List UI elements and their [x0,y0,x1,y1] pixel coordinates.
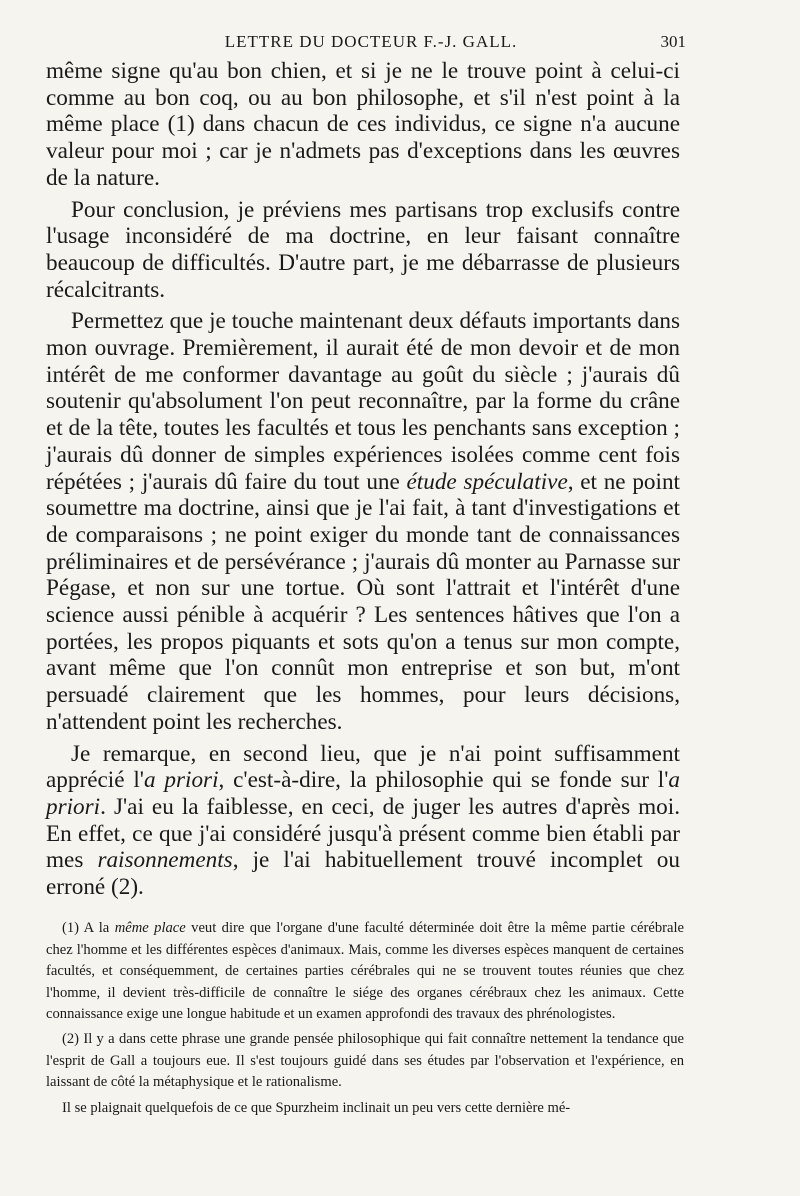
page-header [0,28,800,58]
paragraph-4 [46,741,680,901]
paragraph-3-text-b: , et ne point soumettre ma doctrine, ainsi que je l'ai fait, à tant d'investigations et de comparaisons ; ne point exiger du monde tant de connaissances préliminaires et de persévérance ; j'aurais dû monter au Parnasse sur Pégase, et non sur une tortue. Où sont l'attrait et l'intérêt d'une science aussi pénible à acquérir ? Les sentences hâtives que l'on a portées, les propos piquants et sots qu'on a tenus sur mon compte, avant même que l'on connût mon entreprise et son but, m'ont persuadé clairement que les hommes, pour leurs décisions, n'attendent point les recherches. [46,468,680,735]
paragraph-2: Pour conclusion, je préviens mes partisans trop exclusifs contre l'usage inconsidéré de ma doctrine, en leur faisant connaître beaucoup de difficultés. D'autre part, je me débarrasse de plusieurs récalcitrants. [46,196,680,303]
main-text [46,58,680,901]
footnotes [46,918,684,1119]
paragraph-4-text-b: , c'est-à-dire, la philosophie qui se fonde sur l' [218,767,669,794]
paragraph-4-emphasis-a: a priori [143,767,219,794]
page-number: 301 [660,32,686,51]
paragraph-3-text-a: Permettez que je touche maintenant deux défauts importants dans mon ouvrage. Premièrement, il aurait été de mon devoir et de mon intérêt de me conformer davantage au goût du siècle ; j'aurais dû soutenir qu'absolument l'on peut reconnaître, par la forme du crâne et de la tête, toutes les facultés et tous les penchants sans exception ; j'aurais dû donner de simples expériences isolées comme cent fois répétées ; j'aurais dû faire du tout une [46,308,680,495]
paragraph-1: même signe qu'au bon chien, et si je ne le trouve point à celui-ci comme au bon coq, ou au bon philosophe, et s'il n'est point à la même place (1) dans chacun de ces individus, ce signe n'a aucune valeur pour moi ; car je n'admets pas d'exceptions dans les œuvres de la nature. [46,58,680,191]
paragraph-4-text-a: Je remarque, en second lieu, que je n'ai point suffisamment apprécié l' [46,740,680,794]
running-title: LETTRE DU DOCTEUR F.-J. GALL. [224,32,518,51]
footnote-2-continuation: Il se plaignait quelquefois de ce que Spurzheim inclinait un peu vers cette dernière mé- [62,1099,571,1116]
footnote-1-text-a: (1) A la [62,920,115,936]
footnote-1-emphasis: même place [114,920,186,936]
paragraph-3 [46,308,680,735]
footnote-2: (2) Il y a dans cette phrase une grande pensée philosophique qui fait connaître nettement la tendance que l'esprit de Gall a toujours eue. Il s'est toujours guidé dans ses études par l'observation et l'expérience, en laissant de côté la métaphysique et le rationalisme. [46,1030,684,1091]
footnote-1-text-b: veut dire que l'organe d'une faculté déterminée doit être la même partie cérébrale chez l'homme et les différentes espèces d'animaux. Mais, comme les diverses espèces manquent de certaines facultés, et conséquemment, de certaines parties cérébrales qui ne se trouvent toutes réunies que chez l'homme, il devient très-difficile de connaître le siége des organes cérébraux chez les animaux. Cette connaissance exige une longue habitude et un examen approfondi des travaux des phrénologistes. [46,920,684,1023]
footnote-1 [46,918,684,1026]
paragraph-4-emphasis-b: a priori [46,767,680,820]
paragraph-4-emphasis-c: raisonnements [97,847,233,874]
paragraph-3-emphasis: étude spéculative [406,468,568,495]
paragraph-4-text-d: , je l'ai habituellement trouvé incomplet ou erroné (2). [46,847,680,901]
paragraph-4-text-c: . J'ai eu la faiblesse, en ceci, de juger les autres d'après moi. En effet, ce que j'ai considéré jusqu'à présent comme bien établi par mes [46,793,680,874]
